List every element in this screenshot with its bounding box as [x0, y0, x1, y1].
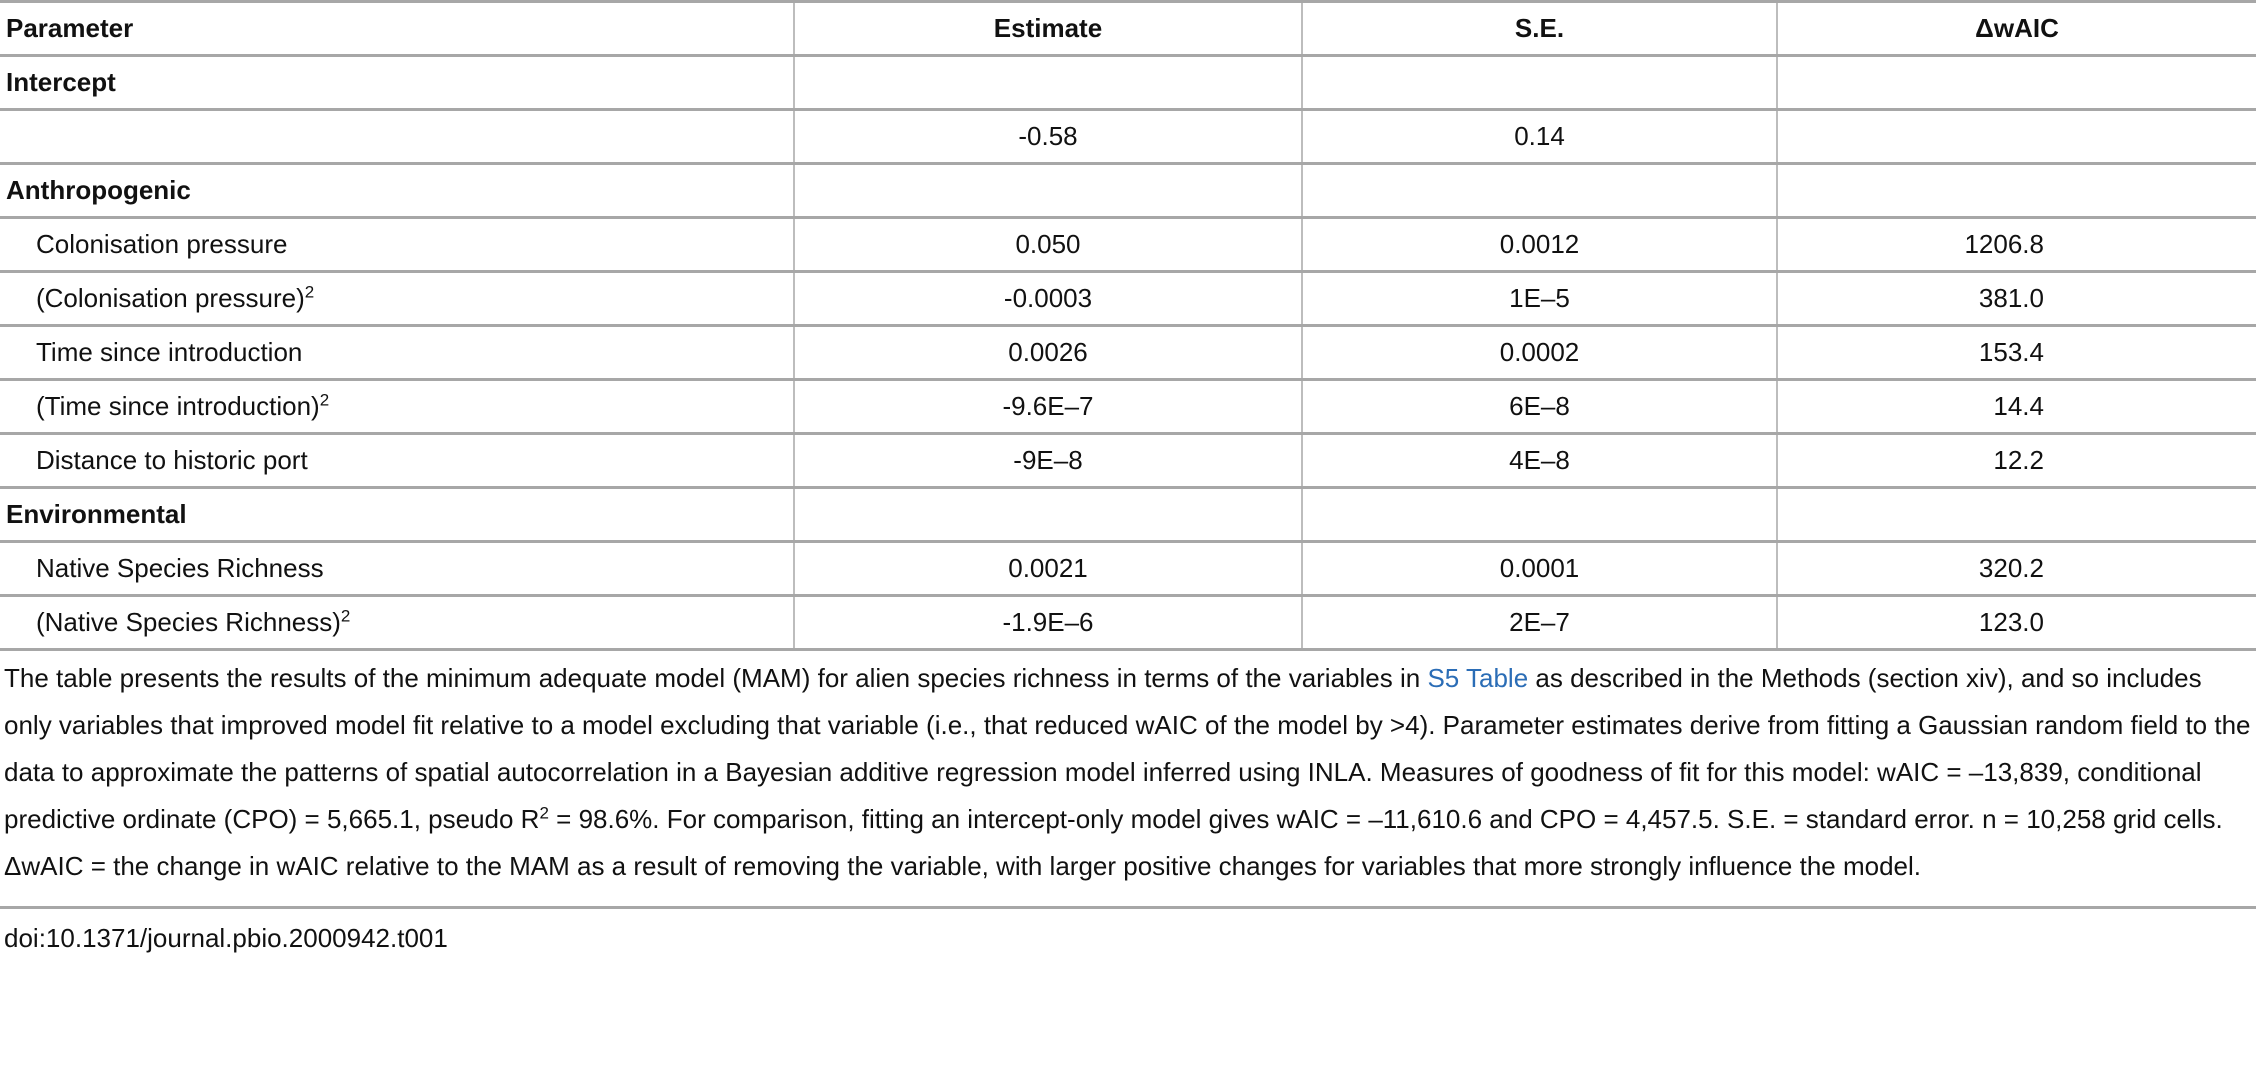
- empty-cell: [794, 56, 1302, 110]
- table-body: [0, 56, 2256, 650]
- caption-text: as described in the Methods (section xiv), and so includes only variables that improved model fit relative to a model excluding that variable (i.e., that reduced wAIC of the model by >4). Parameter estimates derive from fitting a Gaussian random field to the data to approximate the patterns of spatial autocorrelation in a Bayesian additive regression model inferred using INLA. Measures of goodness of fit for this model: wAIC = –13,839, conditional predictive ordinate (CPO) = 5,665.1, pseudo R: [4, 663, 2251, 834]
- dwaic-cell: 1206.8: [1777, 218, 2256, 272]
- estimate-cell: -1.9E–6: [794, 596, 1302, 650]
- caption-text: The table presents the results of the minimum adequate model (MAM) for alien species richness in terms of the variables in: [4, 663, 1428, 693]
- table-row: [0, 326, 2256, 380]
- estimate-cell: -9E–8: [794, 434, 1302, 488]
- header-parameter: Parameter: [0, 2, 794, 56]
- header-dwaic: ΔwAIC: [1777, 2, 2256, 56]
- table-row: [0, 542, 2256, 596]
- parameter-name: Colonisation pressure: [36, 229, 288, 259]
- se-cell: 2E–7: [1302, 596, 1777, 650]
- dwaic-cell: 123.0: [1777, 596, 2256, 650]
- empty-cell: [1302, 164, 1777, 218]
- estimate-cell: -0.0003: [794, 272, 1302, 326]
- dwaic-cell: 381.0: [1777, 272, 2256, 326]
- parameter-cell: [0, 596, 794, 650]
- dwaic-cell: 14.4: [1777, 380, 2256, 434]
- superscript: 2: [304, 282, 315, 302]
- empty-cell: [1777, 488, 2256, 542]
- group-label: Intercept: [0, 56, 794, 110]
- table-row: [0, 272, 2256, 326]
- se-cell: 0.0001: [1302, 542, 1777, 596]
- table-header-row: [0, 2, 2256, 56]
- group-label: Anthropogenic: [0, 164, 794, 218]
- estimate-cell: 0.0026: [794, 326, 1302, 380]
- se-cell: 0.0002: [1302, 326, 1777, 380]
- empty-cell: [794, 488, 1302, 542]
- header-se: S.E.: [1302, 2, 1777, 56]
- superscript: 2: [319, 390, 330, 410]
- parameter-cell: [0, 272, 794, 326]
- estimate-cell: -9.6E–7: [794, 380, 1302, 434]
- table-row: [0, 380, 2256, 434]
- parameter-name: (Time since introduction): [36, 391, 320, 421]
- table-row: [0, 596, 2256, 650]
- parameter-cell: [0, 110, 794, 164]
- group-row: [0, 488, 2256, 542]
- group-label: Environmental: [0, 488, 794, 542]
- table-row: [0, 218, 2256, 272]
- group-row: [0, 164, 2256, 218]
- parameter-name: (Colonisation pressure): [36, 283, 305, 313]
- estimate-cell: 0.050: [794, 218, 1302, 272]
- parameter-name: (Native Species Richness): [36, 607, 341, 637]
- table-caption: [0, 655, 2256, 890]
- estimate-cell: 0.0021: [794, 542, 1302, 596]
- estimate-cell: -0.58: [794, 110, 1302, 164]
- empty-cell: [1777, 164, 2256, 218]
- parameter-cell: [0, 434, 794, 488]
- se-cell: 0.0012: [1302, 218, 1777, 272]
- se-cell: 6E–8: [1302, 380, 1777, 434]
- se-cell: 1E–5: [1302, 272, 1777, 326]
- parameter-name: Time since introduction: [36, 337, 303, 367]
- doi: doi:10.1371/journal.pbio.2000942.t001: [4, 923, 448, 953]
- dwaic-cell: 153.4: [1777, 326, 2256, 380]
- s5-table-link[interactable]: S5 Table: [1427, 663, 1529, 693]
- empty-cell: [1302, 56, 1777, 110]
- table-row: [0, 110, 2256, 164]
- dwaic-cell: [1777, 110, 2256, 164]
- header-estimate: Estimate: [794, 2, 1302, 56]
- se-cell: 4E–8: [1302, 434, 1777, 488]
- se-cell: 0.14: [1302, 110, 1777, 164]
- dwaic-cell: 320.2: [1777, 542, 2256, 596]
- group-row: [0, 56, 2256, 110]
- empty-cell: [1302, 488, 1777, 542]
- parameter-cell: [0, 542, 794, 596]
- empty-cell: [794, 164, 1302, 218]
- table-row: [0, 434, 2256, 488]
- parameter-name: Native Species Richness: [36, 553, 324, 583]
- superscript: 2: [340, 606, 351, 626]
- dwaic-cell: 12.2: [1777, 434, 2256, 488]
- parameter-cell: [0, 326, 794, 380]
- empty-cell: [1777, 56, 2256, 110]
- parameter-cell: [0, 380, 794, 434]
- caption-text: = 98.6%. For comparison, fitting an intercept-only model gives wAIC = –11,610.6 and CPO = 4,457.5. S.E. = standard error. n = 10,258 grid cells. ΔwAIC = the change in wAIC relative to the MAM as a result of removing the variable, with larger positive changes for variables that more strongly influence the model.: [4, 804, 2223, 881]
- caption-superscript: 2: [539, 803, 549, 823]
- parameter-cell: [0, 218, 794, 272]
- parameter-name: Distance to historic port: [36, 445, 308, 475]
